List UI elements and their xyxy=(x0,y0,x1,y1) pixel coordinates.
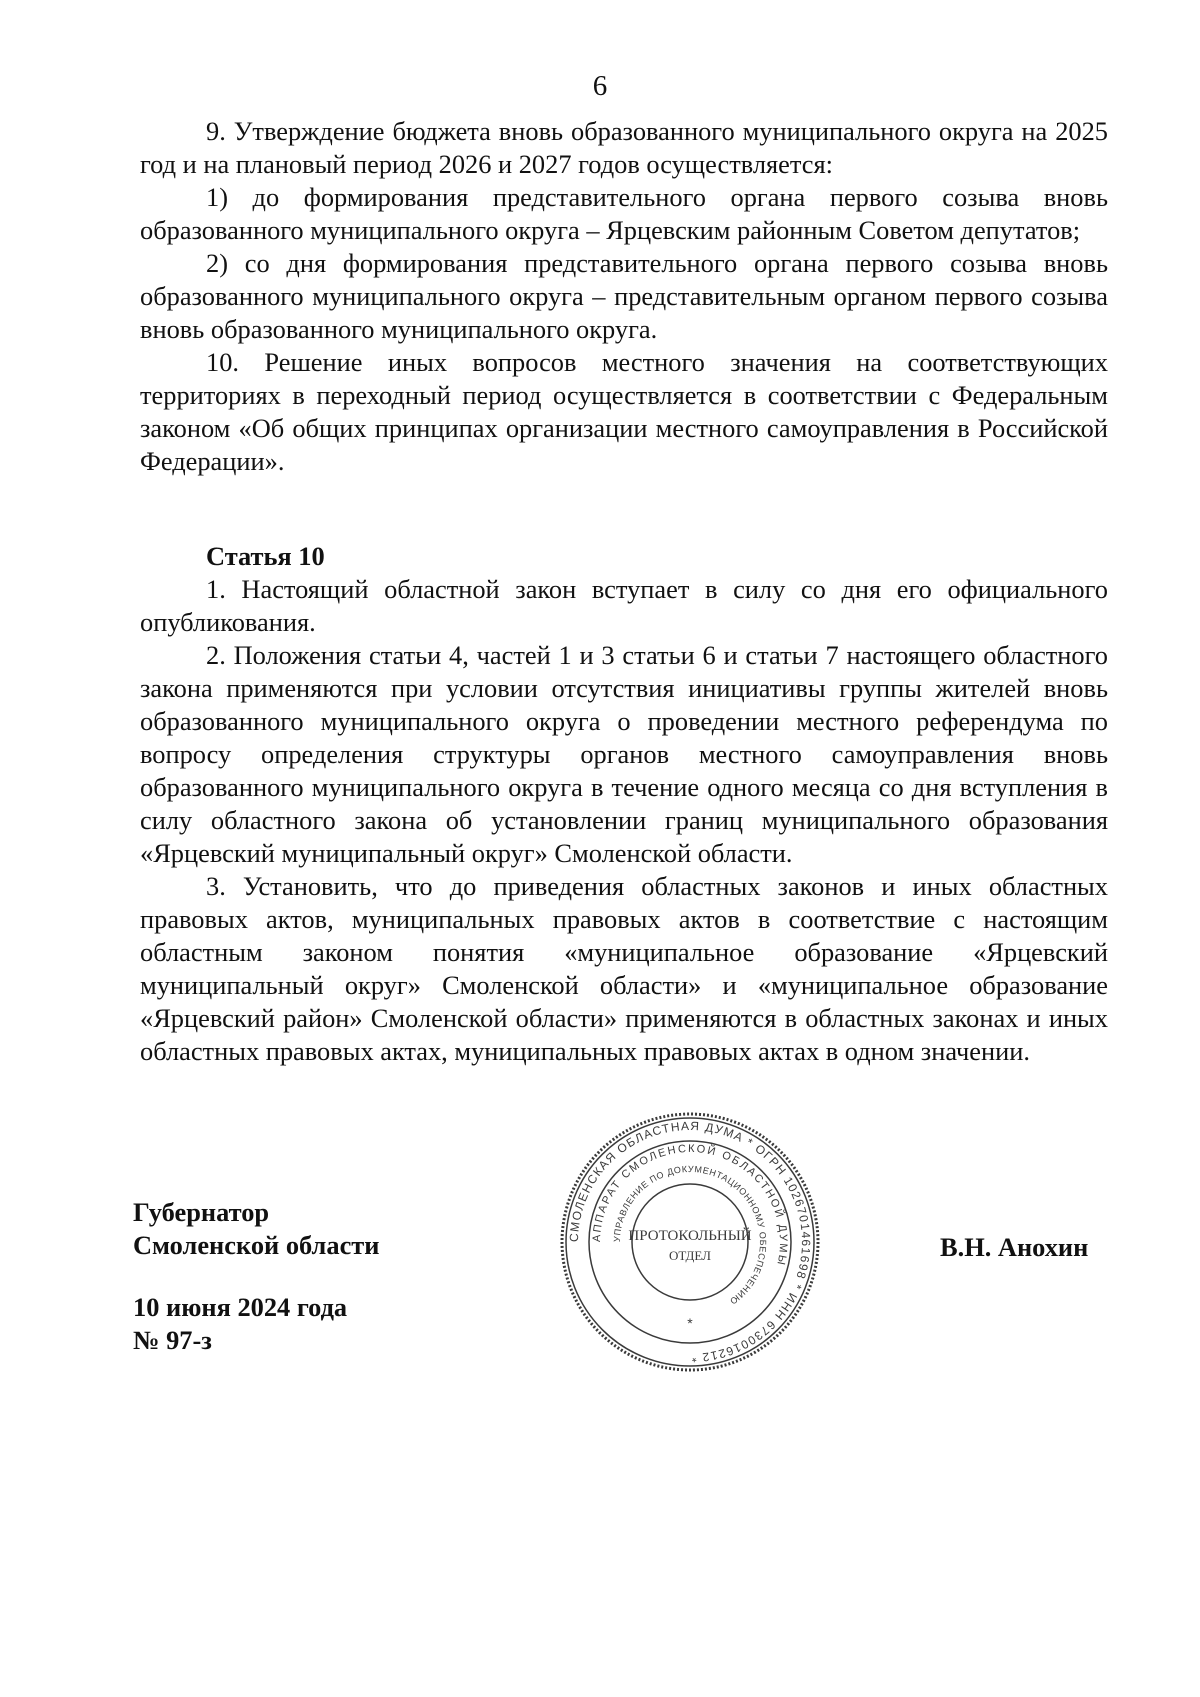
article-10-block xyxy=(140,540,1108,1068)
signer-title-line-2: Смоленской области xyxy=(133,1230,380,1260)
signer-name: В.Н. Анохин xyxy=(940,1232,1089,1262)
signer-title-line-1: Губернатор xyxy=(133,1197,270,1227)
seal-graphic xyxy=(558,1110,822,1374)
section-9-block xyxy=(140,115,1108,478)
article-10-part-3: 3. Установить, что до приведения областных законов и иных областных правовых актов, муниципальных правовых актов в соответствие с настоящим областным законом понятия «муниципальное образование «Ярцевский муниципальный округ» Смоленской области» и «муниципальное образование «Ярцевский район» Смоленской области» применяются в областных законах и иных областных правовых актах, муниципальных правовых актах в одном значении. xyxy=(140,871,1108,1066)
law-date-number xyxy=(133,1291,347,1357)
article-10-heading: Статья 10 xyxy=(206,541,325,571)
signer-title xyxy=(133,1196,379,1262)
seal-star-icon: * xyxy=(687,1315,693,1331)
seal-center-line-2: ОТДЕЛ xyxy=(669,1248,711,1263)
law-number: № 97-з xyxy=(133,1325,212,1355)
paragraph-9-item-1: 1) до формирования представительного органа первого созыва вновь образованного муниципального округа – Ярцевским районным Советом депутатов; xyxy=(140,182,1108,245)
paragraph-9-item-2: 2) со дня формирования представительного органа первого созыва вновь образованного муниципального округа – представительным органом первого созыва вновь образованного муниципального округа. xyxy=(140,248,1108,344)
article-10-part-2: 2. Положения статьи 4, частей 1 и 3 статьи 6 и статьи 7 настоящего областного закона применяются при условии отсутствия инициативы группы жителей вновь образованного муниципального округа о проведении местного референдума по вопросу определения структуры органов местного самоуправления вновь образованного муниципального округа в течение одного месяца со дня вступления в силу областного закона об установлении границ муниципального образования «Ярцевский муниципальный округ» Смоленской области. xyxy=(140,640,1108,868)
paragraph-9: 9. Утверждение бюджета вновь образованного муниципального округа на 2025 год и на плановый период 2026 и 2027 годов осуществляется: xyxy=(140,116,1108,179)
seal-center-line-1: ПРОТОКОЛЬНЫЙ xyxy=(628,1228,752,1244)
seal-ring-text: АППАРАТ СМОЛЕНСКОЙ ОБЛАСТНОЙ ДУМЫ xyxy=(590,1142,790,1268)
page-number: 6 xyxy=(592,70,608,102)
law-date: 10 июня 2024 года xyxy=(133,1292,348,1322)
paragraph-10: 10. Решение иных вопросов местного значения на соответствующих территориях в переходный период осуществляется в соответствии с Федеральным законом «Об общих принципах организации местного самоуправления в Российской Федерации». xyxy=(140,347,1108,476)
official-seal xyxy=(558,1110,822,1374)
seal-inner-text: УПРАВЛЕНИЕ ПО ДОКУМЕНТАЦИОННОМУ ОБЕСПЕЧЕНИЮ xyxy=(611,1163,769,1307)
article-10-part-1: 1. Настоящий областной закон вступает в силу со дня его официального опубликования. xyxy=(140,574,1108,637)
seal-outer-text: СМОЛЕНСКАЯ ОБЛАСТНАЯ ДУМА * ОГРН 1026701461698 * ИНН 6730016212 * xyxy=(566,1118,814,1366)
